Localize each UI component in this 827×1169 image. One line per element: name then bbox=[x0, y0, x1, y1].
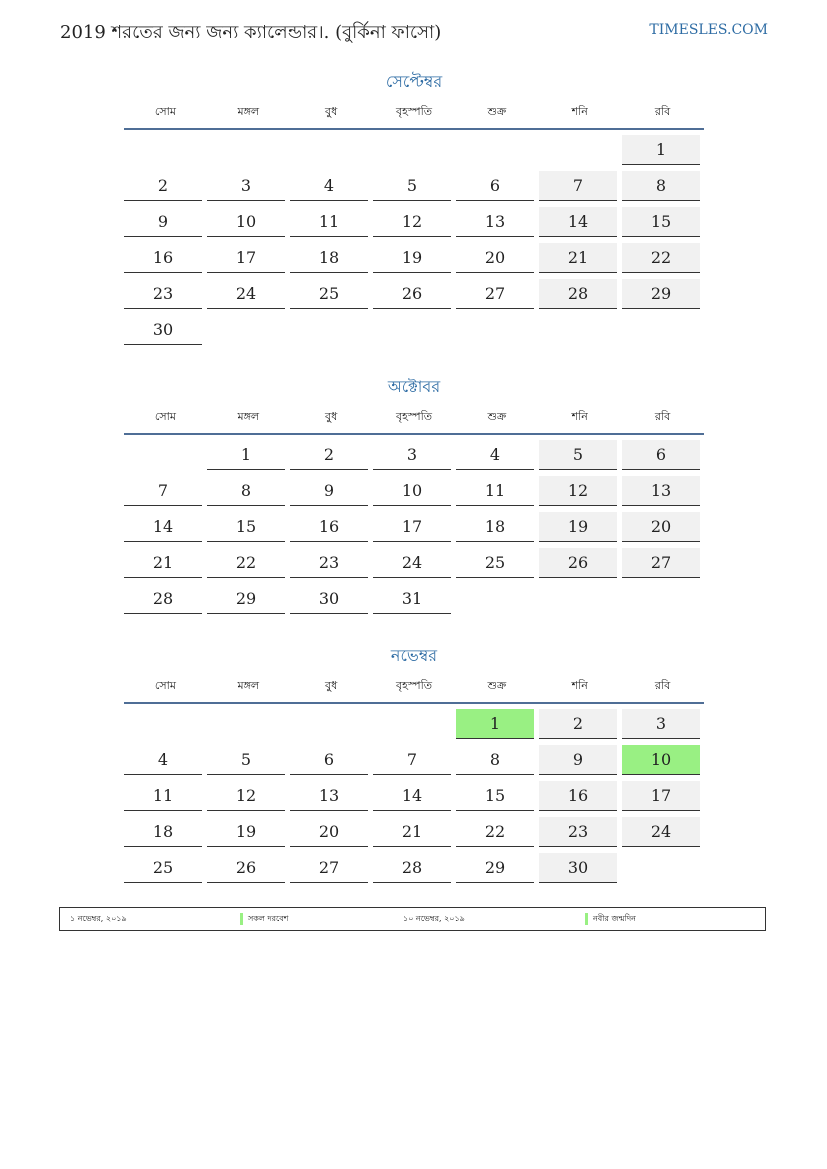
day-number: 17 bbox=[207, 243, 285, 273]
empty-cell bbox=[622, 312, 705, 348]
day-number: 15 bbox=[456, 781, 534, 811]
day-number: 13 bbox=[456, 207, 534, 237]
day-cell[interactable] bbox=[539, 706, 622, 742]
empty-cell bbox=[207, 132, 290, 168]
day-number: 12 bbox=[207, 781, 285, 811]
month-october bbox=[124, 375, 704, 617]
day-cell[interactable] bbox=[373, 240, 456, 276]
empty-cell bbox=[622, 850, 705, 886]
day-cell[interactable] bbox=[290, 473, 373, 509]
day-number: 6 bbox=[456, 171, 534, 201]
day-cell[interactable] bbox=[622, 437, 705, 473]
day-cell[interactable] bbox=[124, 545, 207, 581]
day-number: 10 bbox=[207, 207, 285, 237]
day-cell[interactable] bbox=[456, 437, 539, 473]
weekday-label: রবি bbox=[654, 105, 671, 118]
day-number: 23 bbox=[290, 548, 368, 578]
day-number: 7 bbox=[373, 745, 451, 775]
day-number: 10 bbox=[373, 476, 451, 506]
day-cell[interactable] bbox=[622, 545, 705, 581]
day-number: 2 bbox=[124, 171, 202, 201]
empty-cell bbox=[290, 312, 373, 348]
weekday-label: রবি bbox=[654, 410, 671, 423]
day-number: 8 bbox=[456, 745, 534, 775]
day-cell[interactable] bbox=[290, 204, 373, 240]
day-cell[interactable] bbox=[373, 778, 456, 814]
day-cell[interactable] bbox=[290, 168, 373, 204]
day-number: 25 bbox=[456, 548, 534, 578]
day-cell[interactable] bbox=[456, 814, 539, 850]
day-number: 1 bbox=[622, 135, 700, 165]
day-number: 24 bbox=[622, 817, 700, 847]
day-grid bbox=[124, 706, 704, 886]
day-number: 2 bbox=[290, 440, 368, 470]
day-cell[interactable] bbox=[373, 814, 456, 850]
weekday-header bbox=[124, 407, 704, 435]
day-cell[interactable] bbox=[622, 204, 705, 240]
day-cell[interactable] bbox=[456, 706, 539, 742]
day-number: 26 bbox=[539, 548, 617, 578]
empty-cell bbox=[373, 132, 456, 168]
day-cell[interactable] bbox=[622, 132, 705, 168]
day-number: 4 bbox=[124, 745, 202, 775]
empty-cell bbox=[207, 706, 290, 742]
weekday-label: মঙ্গল bbox=[237, 679, 260, 692]
weekday-label: শনি bbox=[571, 105, 588, 118]
day-number: 13 bbox=[622, 476, 700, 506]
day-number: 14 bbox=[539, 207, 617, 237]
day-cell[interactable] bbox=[456, 473, 539, 509]
month-title: অক্টোবর bbox=[387, 377, 441, 396]
day-number: 12 bbox=[539, 476, 617, 506]
day-number: 7 bbox=[539, 171, 617, 201]
day-number: 16 bbox=[124, 243, 202, 273]
day-cell[interactable] bbox=[124, 509, 207, 545]
day-number: 5 bbox=[373, 171, 451, 201]
weekday-label: শুক্র bbox=[487, 679, 507, 692]
day-number: 21 bbox=[373, 817, 451, 847]
day-number: 20 bbox=[456, 243, 534, 273]
day-cell[interactable] bbox=[539, 473, 622, 509]
month-title: সেপ্টেম্বর bbox=[385, 72, 443, 91]
day-cell[interactable] bbox=[373, 545, 456, 581]
day-cell[interactable] bbox=[539, 437, 622, 473]
day-number: 17 bbox=[622, 781, 700, 811]
day-cell[interactable] bbox=[290, 276, 373, 312]
day-cell[interactable] bbox=[207, 168, 290, 204]
day-cell[interactable] bbox=[290, 814, 373, 850]
day-number: 6 bbox=[622, 440, 700, 470]
day-cell[interactable] bbox=[207, 581, 290, 617]
day-cell[interactable] bbox=[290, 545, 373, 581]
day-cell[interactable] bbox=[539, 545, 622, 581]
day-number: 20 bbox=[622, 512, 700, 542]
day-number: 18 bbox=[290, 243, 368, 273]
empty-cell bbox=[456, 581, 539, 617]
day-number: 30 bbox=[290, 584, 368, 614]
day-cell[interactable] bbox=[373, 581, 456, 617]
day-cell[interactable] bbox=[207, 276, 290, 312]
day-cell[interactable] bbox=[373, 168, 456, 204]
day-number: 8 bbox=[622, 171, 700, 201]
empty-cell bbox=[622, 581, 705, 617]
holiday-legend bbox=[59, 907, 766, 931]
day-number: 5 bbox=[207, 745, 285, 775]
day-number: 26 bbox=[373, 279, 451, 309]
day-cell[interactable] bbox=[456, 742, 539, 778]
day-number: 27 bbox=[456, 279, 534, 309]
day-number: 11 bbox=[290, 207, 368, 237]
day-number: 3 bbox=[207, 171, 285, 201]
day-cell[interactable] bbox=[456, 168, 539, 204]
day-cell[interactable] bbox=[456, 850, 539, 886]
day-number: 28 bbox=[373, 853, 451, 883]
weekday-header bbox=[124, 102, 704, 130]
day-number: 9 bbox=[290, 476, 368, 506]
day-number: 7 bbox=[124, 476, 202, 506]
day-number: 6 bbox=[290, 745, 368, 775]
weekday-label: শনি bbox=[571, 679, 588, 692]
day-cell[interactable] bbox=[124, 778, 207, 814]
day-number: 31 bbox=[373, 584, 451, 614]
day-number: 24 bbox=[373, 548, 451, 578]
empty-cell bbox=[290, 132, 373, 168]
day-number: 16 bbox=[290, 512, 368, 542]
day-cell[interactable] bbox=[207, 473, 290, 509]
day-cell[interactable] bbox=[456, 276, 539, 312]
day-cell[interactable] bbox=[622, 742, 705, 778]
day-number: 27 bbox=[290, 853, 368, 883]
day-number: 12 bbox=[373, 207, 451, 237]
day-cell[interactable] bbox=[207, 240, 290, 276]
day-cell[interactable] bbox=[207, 742, 290, 778]
month-title: নভেম্বর bbox=[390, 646, 438, 665]
day-cell[interactable] bbox=[456, 204, 539, 240]
day-number: 10 bbox=[622, 745, 700, 775]
day-number: 30 bbox=[124, 315, 202, 345]
weekday-label: সোম bbox=[154, 679, 176, 692]
empty-cell bbox=[539, 312, 622, 348]
empty-cell bbox=[373, 706, 456, 742]
day-number: 11 bbox=[124, 781, 202, 811]
day-number: 13 bbox=[290, 781, 368, 811]
day-cell[interactable] bbox=[124, 742, 207, 778]
day-number: 15 bbox=[207, 512, 285, 542]
day-cell[interactable] bbox=[373, 850, 456, 886]
weekday-label: বৃহস্পতি bbox=[396, 679, 432, 692]
weekday-label: সোম bbox=[154, 410, 176, 423]
day-number: 14 bbox=[373, 781, 451, 811]
day-number: 30 bbox=[539, 853, 617, 883]
day-cell[interactable] bbox=[124, 814, 207, 850]
empty-cell bbox=[456, 312, 539, 348]
day-number: 19 bbox=[539, 512, 617, 542]
day-cell[interactable] bbox=[622, 706, 705, 742]
empty-cell bbox=[124, 706, 207, 742]
weekday-label: বুধ bbox=[325, 105, 338, 118]
weekday-label: শুক্র bbox=[487, 105, 507, 118]
day-cell[interactable] bbox=[124, 473, 207, 509]
day-number: 25 bbox=[290, 279, 368, 309]
day-cell[interactable] bbox=[124, 276, 207, 312]
day-number: 1 bbox=[207, 440, 285, 470]
day-number: 3 bbox=[373, 440, 451, 470]
day-cell[interactable] bbox=[124, 850, 207, 886]
day-number: 1 bbox=[456, 709, 534, 739]
day-cell[interactable] bbox=[124, 204, 207, 240]
weekday-label: বৃহস্পতি bbox=[396, 105, 432, 118]
empty-cell bbox=[124, 437, 207, 473]
day-number: 23 bbox=[124, 279, 202, 309]
day-cell[interactable] bbox=[539, 509, 622, 545]
day-cell[interactable] bbox=[290, 240, 373, 276]
day-number: 28 bbox=[539, 279, 617, 309]
day-number: 9 bbox=[539, 745, 617, 775]
legend-swatch-2 bbox=[585, 913, 588, 925]
day-number: 28 bbox=[124, 584, 202, 614]
site-name[interactable]: TIMESLES.COM bbox=[649, 22, 768, 38]
day-number: 22 bbox=[456, 817, 534, 847]
day-number: 20 bbox=[290, 817, 368, 847]
day-cell[interactable] bbox=[290, 742, 373, 778]
day-number: 29 bbox=[456, 853, 534, 883]
day-number: 27 bbox=[622, 548, 700, 578]
day-number: 21 bbox=[539, 243, 617, 273]
day-cell[interactable] bbox=[290, 850, 373, 886]
legend-name-2: নবীর জন্মদিন bbox=[593, 914, 636, 923]
day-number: 17 bbox=[373, 512, 451, 542]
empty-cell bbox=[373, 312, 456, 348]
day-cell[interactable] bbox=[290, 509, 373, 545]
day-number: 23 bbox=[539, 817, 617, 847]
day-number: 18 bbox=[456, 512, 534, 542]
day-cell[interactable] bbox=[539, 168, 622, 204]
day-cell[interactable] bbox=[373, 473, 456, 509]
day-cell[interactable] bbox=[290, 581, 373, 617]
month-november bbox=[124, 644, 704, 886]
day-cell[interactable] bbox=[539, 850, 622, 886]
day-cell[interactable] bbox=[373, 276, 456, 312]
day-cell[interactable] bbox=[622, 240, 705, 276]
day-number: 26 bbox=[207, 853, 285, 883]
day-number: 15 bbox=[622, 207, 700, 237]
day-cell[interactable] bbox=[124, 168, 207, 204]
empty-cell bbox=[207, 312, 290, 348]
empty-cell bbox=[290, 706, 373, 742]
day-number: 29 bbox=[207, 584, 285, 614]
weekday-header bbox=[124, 676, 704, 704]
day-number: 4 bbox=[290, 171, 368, 201]
day-cell[interactable] bbox=[207, 204, 290, 240]
empty-cell bbox=[539, 581, 622, 617]
day-cell[interactable] bbox=[373, 437, 456, 473]
day-cell[interactable] bbox=[456, 240, 539, 276]
day-number: 4 bbox=[456, 440, 534, 470]
legend-date-2: ১০ নভেম্বর, ২০১৯ bbox=[403, 914, 465, 923]
day-cell[interactable] bbox=[124, 581, 207, 617]
day-cell[interactable] bbox=[207, 509, 290, 545]
weekday-label: বুধ bbox=[325, 410, 338, 423]
day-cell[interactable] bbox=[456, 778, 539, 814]
day-cell[interactable] bbox=[124, 240, 207, 276]
day-cell[interactable] bbox=[207, 437, 290, 473]
empty-cell bbox=[124, 132, 207, 168]
day-number: 22 bbox=[622, 243, 700, 273]
day-cell[interactable] bbox=[290, 778, 373, 814]
day-cell[interactable] bbox=[373, 742, 456, 778]
weekday-label: শুক্র bbox=[487, 410, 507, 423]
day-number: 3 bbox=[622, 709, 700, 739]
legend-name-1: সকল দরবেশ bbox=[248, 914, 289, 923]
day-cell[interactable] bbox=[622, 473, 705, 509]
day-number: 11 bbox=[456, 476, 534, 506]
legend-swatch-1 bbox=[240, 913, 243, 925]
month-september bbox=[124, 70, 704, 348]
empty-cell bbox=[456, 132, 539, 168]
day-number: 16 bbox=[539, 781, 617, 811]
day-cell[interactable] bbox=[207, 778, 290, 814]
day-cell[interactable] bbox=[539, 204, 622, 240]
weekday-label: মঙ্গল bbox=[237, 410, 260, 423]
day-cell[interactable] bbox=[622, 276, 705, 312]
empty-cell bbox=[539, 132, 622, 168]
day-cell[interactable] bbox=[373, 204, 456, 240]
day-number: 8 bbox=[207, 476, 285, 506]
day-cell[interactable] bbox=[456, 545, 539, 581]
day-cell[interactable] bbox=[539, 742, 622, 778]
day-cell[interactable] bbox=[622, 814, 705, 850]
day-number: 19 bbox=[207, 817, 285, 847]
day-grid bbox=[124, 132, 704, 348]
weekday-label: মঙ্গল bbox=[237, 105, 260, 118]
legend-date-1: ১ নভেম্বর, ২০১৯ bbox=[70, 914, 127, 923]
day-cell[interactable] bbox=[539, 240, 622, 276]
day-number: 18 bbox=[124, 817, 202, 847]
day-number: 9 bbox=[124, 207, 202, 237]
day-number: 2 bbox=[539, 709, 617, 739]
day-cell[interactable] bbox=[622, 168, 705, 204]
day-cell[interactable] bbox=[124, 312, 207, 348]
day-number: 19 bbox=[373, 243, 451, 273]
day-grid bbox=[124, 437, 704, 617]
day-cell[interactable] bbox=[290, 437, 373, 473]
day-cell[interactable] bbox=[622, 778, 705, 814]
day-cell[interactable] bbox=[207, 850, 290, 886]
day-cell[interactable] bbox=[456, 509, 539, 545]
weekday-label: সোম bbox=[154, 105, 176, 118]
day-number: 24 bbox=[207, 279, 285, 309]
page-title: 2019 শরতের জন্য জন্য ক্যালেন্ডার।. (বুর্কিনা ফাসো) bbox=[60, 22, 442, 43]
day-cell[interactable] bbox=[539, 814, 622, 850]
day-number: 29 bbox=[622, 279, 700, 309]
day-cell[interactable] bbox=[373, 509, 456, 545]
day-number: 14 bbox=[124, 512, 202, 542]
day-number: 22 bbox=[207, 548, 285, 578]
day-cell[interactable] bbox=[207, 814, 290, 850]
weekday-label: শনি bbox=[571, 410, 588, 423]
weekday-label: বুধ bbox=[325, 679, 338, 692]
weekday-label: বৃহস্পতি bbox=[396, 410, 432, 423]
day-cell[interactable] bbox=[207, 545, 290, 581]
day-cell[interactable] bbox=[539, 276, 622, 312]
day-number: 21 bbox=[124, 548, 202, 578]
day-cell[interactable] bbox=[539, 778, 622, 814]
day-cell[interactable] bbox=[622, 509, 705, 545]
weekday-label: রবি bbox=[654, 679, 671, 692]
day-number: 25 bbox=[124, 853, 202, 883]
day-number: 5 bbox=[539, 440, 617, 470]
